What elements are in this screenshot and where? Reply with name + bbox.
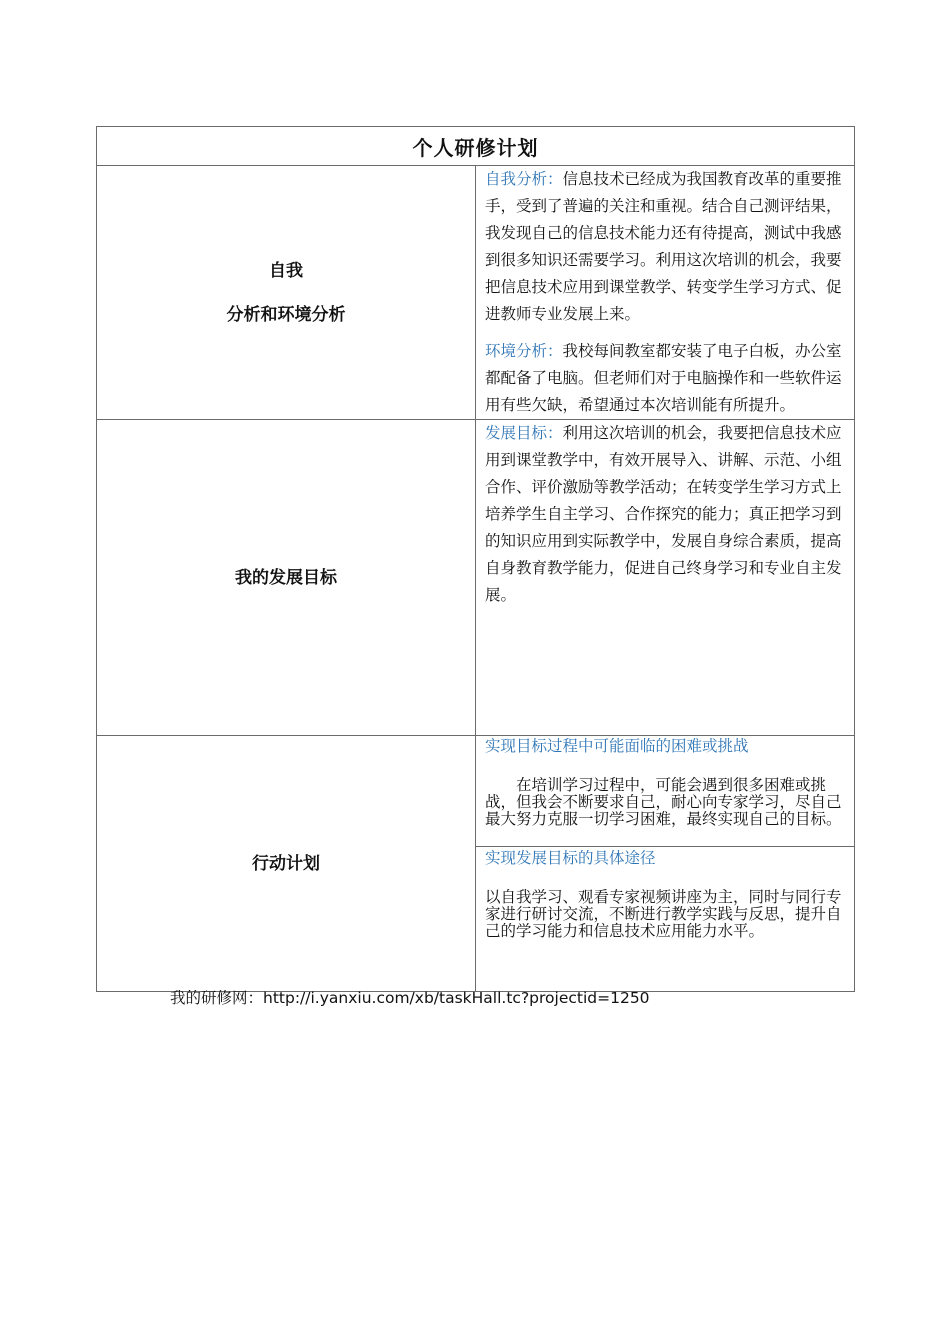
analysis-row	[97, 166, 855, 420]
action-label: 行动计划	[97, 736, 476, 992]
challenge-block	[485, 735, 846, 828]
goal-label: 我的发展目标	[97, 420, 476, 736]
study-plan-table	[96, 126, 855, 992]
path-content	[476, 847, 855, 992]
goal-heading: 发展目标：	[485, 424, 563, 442]
challenge-content	[476, 736, 855, 847]
analysis-content	[476, 166, 855, 420]
heading-gap	[485, 869, 846, 889]
plan-title: 个人研修计划	[97, 127, 855, 166]
footer-label: 我的研修网：	[170, 989, 264, 1007]
self-analysis-text: 信息技术已经成为我国教育改革的重要推手，受到了普遍的关注和重视。结合自己测评结果，我发现自己的信息技术能力还有待提高，测试中我感到很多知识还需要学习。利用这次培训的机会，我要把信息技术应用到课堂教学、转变学生学习方式、促进教师专业发展上来。	[485, 170, 842, 323]
challenge-text: 在培训学习过程中，可能会遇到很多困难或挑战，但我会不断要求自己，耐心向专家学习，尽自己最大努力克服一切学习困难，最终实现自己的目标。	[485, 776, 842, 828]
footer-website	[170, 986, 650, 1008]
heading-gap	[485, 757, 846, 777]
analysis-label	[97, 166, 476, 420]
paragraph-gap	[485, 328, 846, 338]
analysis-label-line2: 分析和环境分析	[226, 304, 346, 325]
analysis-label-line1: 自我	[269, 260, 303, 281]
title-row	[97, 127, 855, 166]
self-analysis-paragraph	[485, 166, 846, 328]
path-heading: 实现发展目标的具体途径	[485, 849, 656, 867]
goal-paragraph	[485, 420, 846, 609]
goal-text: 利用这次培训的机会，我要把信息技术应用到课堂教学中，有效开展导入、讲解、示范、小组合作、评价激励等教学活动；在转变学生学习方式上培养学生自主学习、合作探究的能力；真正把学习到的知识应用到实际教学中，发展自身综合素质，提高自身教育教学能力，促进自己终身学习和专业自主发展。	[485, 424, 842, 604]
self-analysis-heading: 自我分析：	[485, 170, 563, 188]
footer-url[interactable]: http://i.yanxiu.com/xb/taskHall.tc?projectid=1250	[263, 989, 650, 1007]
env-analysis-heading: 环境分析：	[485, 342, 563, 360]
goal-row	[97, 420, 855, 736]
env-analysis-text: 我校每间教室都安装了电子白板，办公室都配备了电脑。但老师们对于电脑操作和一些软件运用有些欠缺，希望通过本次培训能有所提升。	[485, 342, 842, 414]
env-analysis-paragraph	[485, 338, 846, 419]
goal-content	[476, 420, 855, 736]
path-block	[485, 847, 846, 940]
path-text: 以自我学习、观看专家视频讲座为主，同时与同行专家进行研讨交流，不断进行教学实践与反思，提升自己的学习能力和信息技术应用能力水平。	[485, 888, 842, 940]
challenge-heading: 实现目标过程中可能面临的困难或挑战	[485, 737, 749, 755]
action-row	[97, 736, 855, 847]
